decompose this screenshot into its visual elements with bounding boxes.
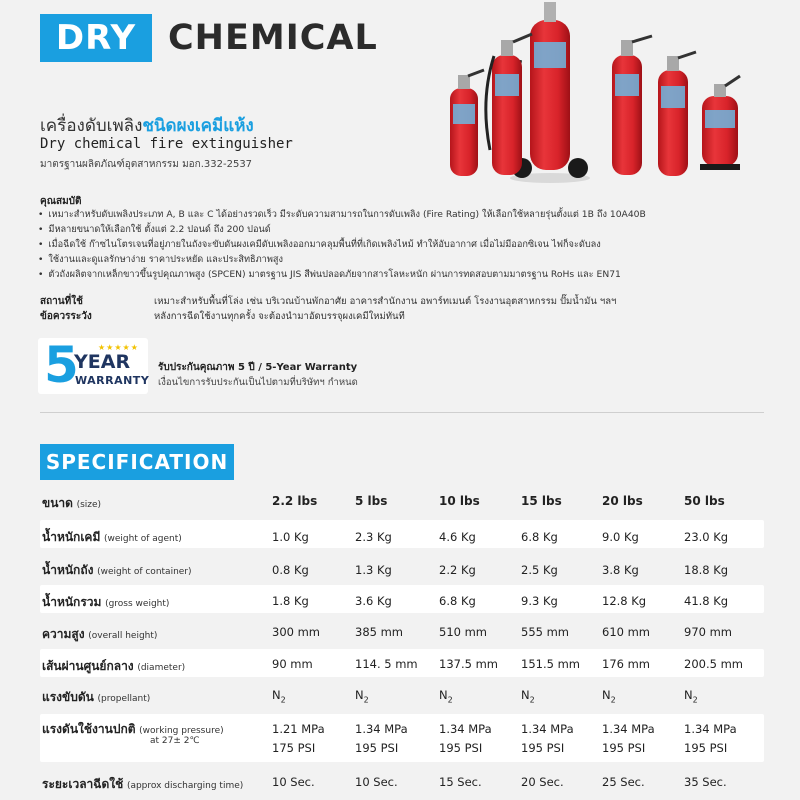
propellant-subscript: 2 bbox=[692, 695, 698, 705]
table-cell: 1.34 MPa bbox=[602, 722, 655, 736]
row-label bbox=[42, 528, 182, 547]
caution-value: หลังการฉีดใช้งานทุกครั้ง จะต้องนำมาอัดบรรจุผงเคมีใหม่ทันที bbox=[154, 311, 405, 322]
table-cell: 2.2 Kg bbox=[439, 563, 476, 577]
fire-extinguishers-illustration bbox=[440, 0, 770, 185]
warranty-badge-number: 5 bbox=[44, 336, 79, 394]
extinguisher-20lbs-left bbox=[486, 34, 532, 175]
features-list bbox=[38, 207, 778, 282]
features-heading: คุณสมบัติ bbox=[40, 196, 82, 207]
propellant-value: N bbox=[272, 688, 281, 702]
warranty-badge-text: WARRANTY bbox=[75, 374, 150, 387]
warranty-title: รับประกันคุณภาพ 5 ปี / 5-Year Warranty bbox=[158, 362, 358, 373]
table-cell bbox=[602, 688, 616, 704]
section-divider bbox=[40, 412, 764, 413]
table-cell: 3.6 Kg bbox=[355, 594, 392, 608]
warranty-badge-year: YEAR bbox=[74, 351, 131, 373]
row-label-english: (approx discharging time) bbox=[126, 781, 244, 791]
propellant-subscript: 2 bbox=[363, 695, 369, 705]
table-header-row bbox=[40, 486, 764, 514]
row-label-condition: at 27± 2℃ bbox=[150, 736, 200, 746]
table-cell: 1.21 MPa bbox=[272, 722, 325, 736]
table-cell: 1.0 Kg bbox=[272, 530, 309, 544]
table-cell bbox=[272, 688, 286, 704]
table-cell: 3.8 Kg bbox=[602, 563, 639, 577]
table-cell: 385 mm bbox=[355, 625, 404, 639]
table-cell: 10 Sec. bbox=[272, 775, 315, 789]
table-cell: 195 PSI bbox=[355, 741, 399, 755]
table-cell: 4.6 Kg bbox=[439, 530, 476, 544]
table-cell: 1.34 MPa bbox=[439, 722, 492, 736]
propellant-subscript: 2 bbox=[280, 695, 286, 705]
table-row bbox=[40, 553, 764, 581]
table-cell: 195 PSI bbox=[439, 741, 483, 755]
row-label-thai: น้ำหนักรวม bbox=[42, 595, 102, 609]
row-label-thai: ระยะเวลาฉีดใช้ bbox=[42, 777, 124, 791]
row-label-english: (diameter) bbox=[137, 663, 186, 673]
table-cell: 2.3 Kg bbox=[355, 530, 392, 544]
feature-item: • เมื่อฉีดใช้ ก๊าซไนโตรเจนที่อยู่ภายในถังจะขับดันผงเคมีดับเพลิงออกมาคลุมพื้นที่ที่เกิดเพลิงไหม้ ทำให้อับอากาศ เมื่อไม่มีออกซิเจน ไฟก็จะดับลง bbox=[38, 237, 778, 252]
row-label-thai: แรงขับดัน bbox=[42, 690, 94, 704]
title-thai-highlight: ชนิดผงเคมีแห้ง bbox=[142, 116, 254, 136]
table-row bbox=[40, 520, 764, 548]
propellant-value: N bbox=[684, 688, 693, 702]
propellant-value: N bbox=[439, 688, 448, 702]
table-cell: 41.8 Kg bbox=[684, 594, 729, 608]
size-col-5: 20 lbs bbox=[602, 494, 643, 508]
table-cell: 970 mm bbox=[684, 625, 733, 639]
table-row bbox=[40, 649, 764, 677]
table-cell: 137.5 mm bbox=[439, 657, 498, 671]
table-cell: 1.34 MPa bbox=[355, 722, 408, 736]
row-label bbox=[42, 657, 185, 676]
extinguisher-5lbs-right bbox=[658, 52, 696, 176]
table-cell bbox=[355, 688, 369, 704]
table-cell: 1.8 Kg bbox=[272, 594, 309, 608]
row-label-english: (gross weight) bbox=[105, 599, 170, 609]
table-cell: 9.0 Kg bbox=[602, 530, 639, 544]
table-cell: 9.3 Kg bbox=[521, 594, 558, 608]
table-cell: 175 PSI bbox=[272, 741, 316, 755]
extinguisher-10lbs-left bbox=[450, 70, 484, 176]
table-cell: 555 mm bbox=[521, 625, 570, 639]
product-title-thai bbox=[40, 112, 254, 139]
row-label-english: (propellant) bbox=[97, 694, 151, 704]
product-title-english: Dry chemical fire extinguisher bbox=[40, 136, 293, 152]
table-cell: 195 PSI bbox=[521, 741, 565, 755]
propellant-value: N bbox=[602, 688, 611, 702]
size-col-4: 15 lbs bbox=[521, 494, 562, 508]
table-cell: 0.8 Kg bbox=[272, 563, 309, 577]
feature-item: • มีหลายขนาดให้เลือกใช้ ตั้งแต่ 2.2 ปอนด์ ถึง 200 ปอนด์ bbox=[38, 222, 778, 237]
table-cell: 195 PSI bbox=[684, 741, 728, 755]
size-col-6: 50 lbs bbox=[684, 494, 725, 508]
extinguisher-2lbs-right bbox=[700, 76, 740, 170]
table-cell: 1.3 Kg bbox=[355, 563, 392, 577]
table-row bbox=[40, 585, 764, 613]
size-col-1: 2.2 lbs bbox=[272, 494, 318, 508]
row-label-english: (weight of container) bbox=[97, 567, 192, 577]
row-label bbox=[42, 561, 192, 580]
table-cell: 25 Sec. bbox=[602, 775, 645, 789]
row-label-thai: น้ำหนักถัง bbox=[42, 563, 94, 577]
table-cell: 15 Sec. bbox=[439, 775, 482, 789]
specification-banner: SPECIFICATION bbox=[40, 444, 234, 480]
table-cell bbox=[521, 688, 535, 704]
table-cell: 300 mm bbox=[272, 625, 321, 639]
propellant-subscript: 2 bbox=[529, 695, 535, 705]
table-cell: 18.8 Kg bbox=[684, 563, 729, 577]
row-label-thai: แรงดันใช้งานปกติ bbox=[42, 722, 136, 736]
table-cell: 23.0 Kg bbox=[684, 530, 729, 544]
caution-label: ข้อควรระวัง bbox=[40, 311, 92, 322]
table-cell bbox=[684, 688, 698, 704]
title-thai-prefix: เครื่องดับเพลิง bbox=[40, 116, 143, 136]
size-col-2: 5 lbs bbox=[355, 494, 388, 508]
table-cell: 195 PSI bbox=[602, 741, 646, 755]
size-header bbox=[42, 494, 101, 513]
product-standard: มาตรฐานผลิตภัณฑ์อุตสาหกรรม มอก.332-2537 bbox=[40, 159, 253, 170]
feature-item: • เหมาะสำหรับดับเพลิงประเภท A, B และ C ได้อย่างรวดเร็ว มีระดับความสามารถในการดับเพลิง (Fire Rating) ให้เลือกใช้หลายรุ่นตั้งแต่ 1B ถึง 10A40B bbox=[38, 207, 778, 222]
feature-item: • ตัวถังผลิตจากเหล็กขาวขึ้นรูปคุณภาพสูง (SPCEN) มาตรฐาน JIS สีพ่นปลอดภัยจากสารโลหะหนัก ผ่านการทดสอบตามมาตรฐาน RoHs และ EN71 bbox=[38, 267, 778, 282]
star-icons: ★★★★★ bbox=[98, 343, 139, 352]
propellant-value: N bbox=[521, 688, 530, 702]
size-col-3: 10 lbs bbox=[439, 494, 480, 508]
extinguisher-15lbs-right bbox=[612, 36, 652, 175]
row-label-english: (working pressure) bbox=[139, 726, 224, 736]
propellant-value: N bbox=[355, 688, 364, 702]
row-label-english: (weight of agent) bbox=[104, 534, 182, 544]
row-label bbox=[42, 688, 150, 707]
table-cell: 151.5 mm bbox=[521, 657, 580, 671]
row-label-english: (overall height) bbox=[88, 631, 158, 641]
table-cell: 35 Sec. bbox=[684, 775, 727, 789]
table-cell: 6.8 Kg bbox=[439, 594, 476, 608]
row-label bbox=[42, 625, 157, 644]
header-dry-badge: DRY bbox=[40, 14, 152, 62]
table-cell: 1.34 MPa bbox=[684, 722, 737, 736]
propellant-subscript: 2 bbox=[447, 695, 453, 705]
size-label-english: (size) bbox=[76, 500, 102, 510]
table-cell: 176 mm bbox=[602, 657, 651, 671]
table-row bbox=[40, 714, 764, 762]
feature-item: • ใช้งานและดูแลรักษาง่าย ราคาประหยัด และประสิทธิภาพสูง bbox=[38, 252, 778, 267]
table-cell: 610 mm bbox=[602, 625, 651, 639]
table-row bbox=[40, 617, 764, 645]
table-cell: 510 mm bbox=[439, 625, 488, 639]
place-label: สถานที่ใช้ bbox=[40, 296, 83, 307]
size-label-thai: ขนาด bbox=[42, 496, 73, 510]
table-cell: 2.5 Kg bbox=[521, 563, 558, 577]
table-cell: 90 mm bbox=[272, 657, 313, 671]
table-cell bbox=[439, 688, 453, 704]
row-label-thai: เส้นผ่านศูนย์กลาง bbox=[42, 659, 134, 673]
row-label bbox=[42, 775, 243, 794]
table-cell: 20 Sec. bbox=[521, 775, 564, 789]
table-cell: 10 Sec. bbox=[355, 775, 398, 789]
row-label-thai: ความสูง bbox=[42, 627, 85, 641]
table-cell: 12.8 Kg bbox=[602, 594, 647, 608]
row-label-thai: น้ำหนักเคมี bbox=[42, 530, 101, 544]
table-row bbox=[40, 682, 764, 710]
row-label bbox=[42, 593, 169, 612]
header-chemical-title: CHEMICAL bbox=[168, 18, 378, 58]
place-value: เหมาะสำหรับพื้นที่โล่ง เช่น บริเวณบ้านพักอาศัย อาคารสำนักงาน อพาร์ทเมนต์ โรงงานอุตสาหกรรม ปั๊มน้ำมัน ฯลฯ bbox=[154, 296, 617, 307]
table-cell: 114. 5 mm bbox=[355, 657, 418, 671]
warranty-badge bbox=[38, 338, 148, 394]
table-cell: 6.8 Kg bbox=[521, 530, 558, 544]
table-row bbox=[40, 768, 764, 796]
table-cell: 200.5 mm bbox=[684, 657, 743, 671]
propellant-subscript: 2 bbox=[610, 695, 616, 705]
warranty-condition: เงื่อนไขการรับประกันเป็นไปตามที่บริษัทฯ กำหนด bbox=[158, 377, 358, 388]
table-cell: 1.34 MPa bbox=[521, 722, 574, 736]
